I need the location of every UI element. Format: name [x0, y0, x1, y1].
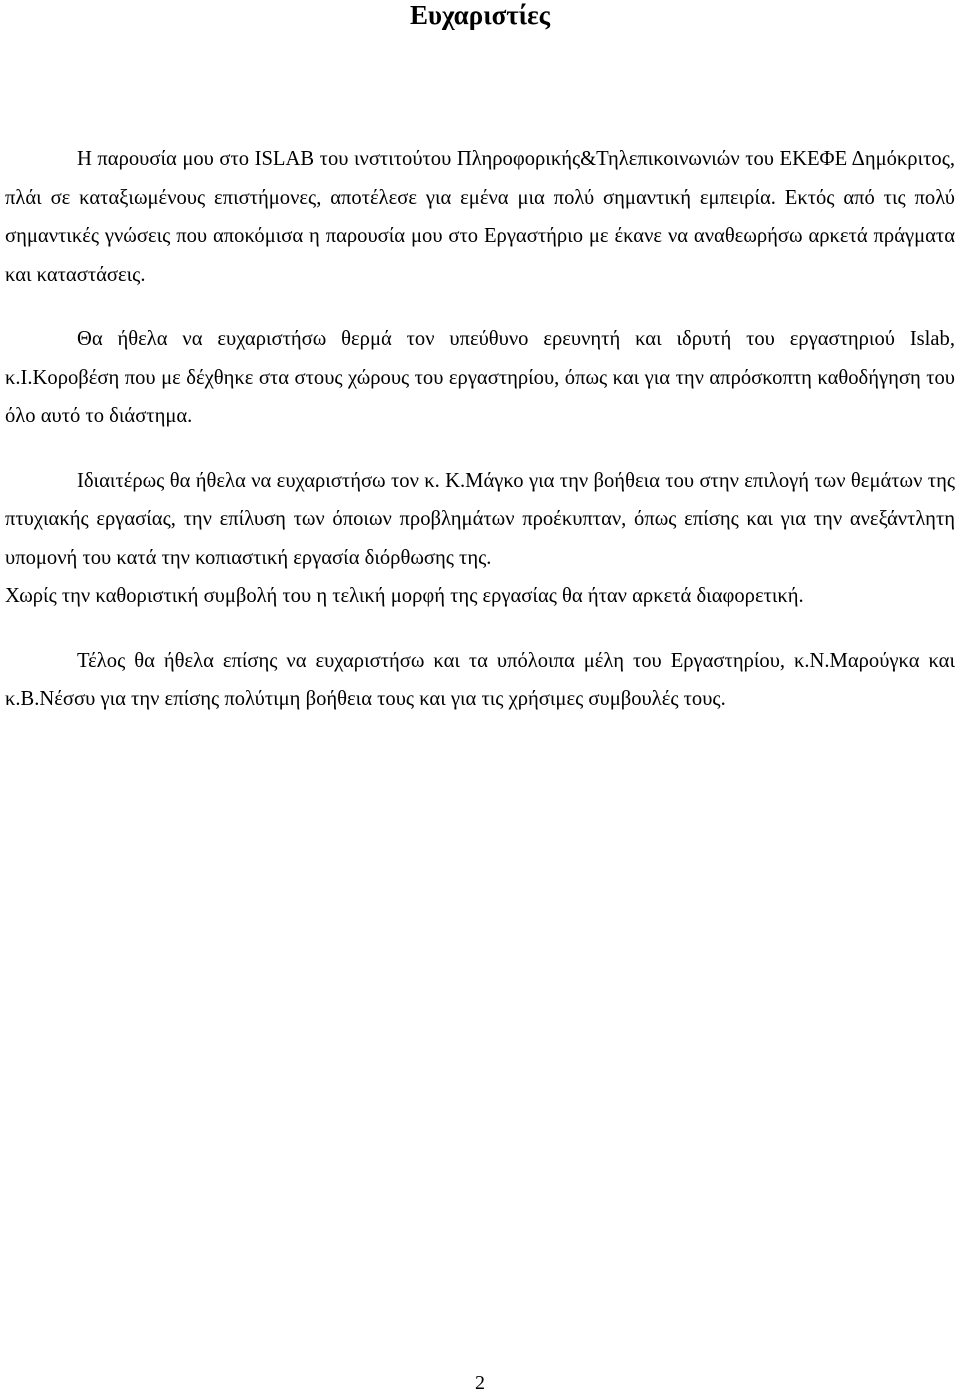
document-body: [5, 140, 955, 745]
paragraph-thanks-lab-members: Τέλος θα ήθελα επίσης να ευχαριστήσω και τα υπόλοιπα μέλη του Εργαστηρίου, κ.Ν.Μαρούγκα και κ.Β.Νέσσυ για την επίσης πολύτιμη βοήθεια τους και για τις χρήσιμες συμβουλές τους.: [5, 649, 955, 710]
paragraph-intro: Η παρουσία μου στο ISLAB του ινστιτούτου Πληροφορικής&Τηλεπικοινωνιών του ΕΚΕΦΕ Δημόκριτος, πλάι σε καταξιωμένους επιστήμονες, αποτέλεσε για εμένα μια πολύ σημαντική εμπειρία. Εκτός από τις πολύ σημαντικές γνώσεις που αποκόμισα η παρουσία μου στο Εργαστήριο με έκανε να αναθεωρήσω αρκετά πράγματα και καταστάσεις.: [5, 148, 955, 286]
paragraph-thanks-advisor: Ιδιαιτέρως θα ήθελα να ευχαριστήσω τον κ. Κ.Μάγκο για την βοήθεια του στην επιλογή των θεμάτων της πτυχιακής εργασίας, την επίλυση των όποιων προβλημάτων προέκυπταν, όπως επίσης και για την ανεξάντλητη υπομονή του κατά την κοπιαστική εργασία διόρθωσης της.: [5, 469, 955, 569]
page-title: Ευχαριστίες: [409, 0, 551, 30]
page-number: 2: [475, 1372, 485, 1394]
paragraph-thanks-supervisor: Θα ήθελα να ευχαριστήσω θερμά τον υπεύθυνο ερευνητή και ιδρυτή του εργαστηριού Islab, κ.Ι.Κοροβέση που με δέχθηκε στα στους χώρους του εργαστηρίου, όπως και για την απρόσκοπτη καθοδήγηση του όλο αυτό το διάστημα.: [5, 328, 955, 427]
paragraph-contribution: Χωρίς την καθοριστική συμβολή του η τελική μορφή της εργασίας θα ήταν αρκετά διαφορετική.: [5, 585, 804, 607]
